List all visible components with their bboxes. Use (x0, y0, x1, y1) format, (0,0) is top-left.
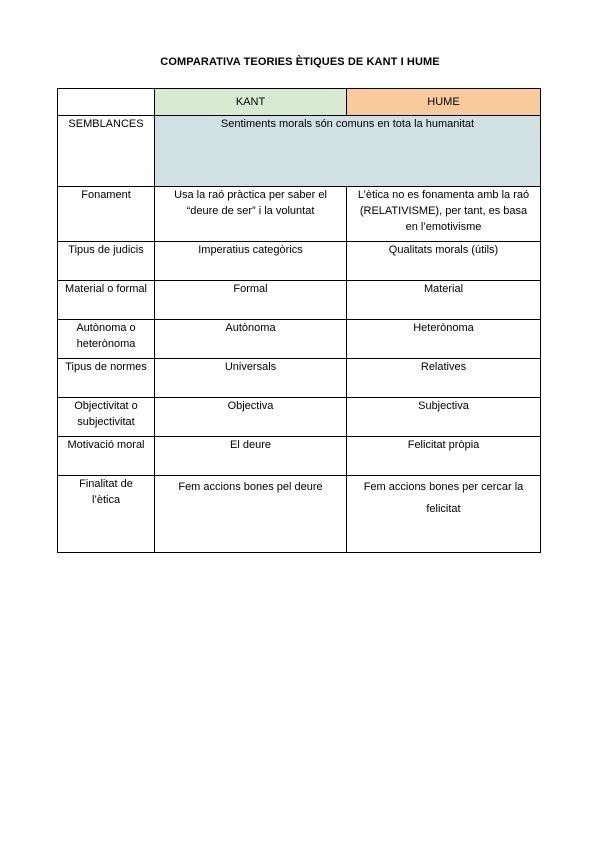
table-row (58, 359, 541, 398)
table-header-row (58, 89, 541, 116)
table-row (58, 476, 541, 553)
table-row (58, 398, 541, 437)
similarities-label: SEMBLANCES (58, 116, 155, 187)
kant-cell: Universals (155, 359, 347, 398)
hume-cell: Qualitats morals (útils) (347, 242, 541, 281)
hume-cell: Fem accions bones per cercar la felicitat (347, 476, 541, 553)
hume-cell: Material (347, 281, 541, 320)
row-label: Tipus de judicis (58, 242, 155, 281)
row-label: Autònoma o heterònoma (58, 320, 155, 359)
table-row (58, 242, 541, 281)
corner-cell (58, 89, 155, 116)
row-label: Fonament (58, 187, 155, 242)
row-label: Finalitat de l’ètica (58, 476, 155, 553)
comparison-table (57, 88, 541, 553)
table-row (58, 187, 541, 242)
similarities-text: Sentiments morals són comuns en tota la humanitat (155, 116, 541, 187)
kant-cell: Autònoma (155, 320, 347, 359)
similarities-row (58, 116, 541, 187)
kant-cell: Usa la raó pràctica per saber el “deure de ser” i la voluntat (155, 187, 347, 242)
row-label: Objectivitat o subjectivitat (58, 398, 155, 437)
table-row (58, 437, 541, 476)
table-row (58, 320, 541, 359)
kant-cell: Imperatius categòrics (155, 242, 347, 281)
hume-cell: Relatives (347, 359, 541, 398)
hume-cell: Heterònoma (347, 320, 541, 359)
hume-cell: Felicitat pròpia (347, 437, 541, 476)
kant-cell: Formal (155, 281, 347, 320)
hume-cell: Subjectiva (347, 398, 541, 437)
kant-column-header: KANT (155, 89, 347, 116)
row-label: Material o formal (58, 281, 155, 320)
row-label: Motivació moral (58, 437, 155, 476)
hume-cell: L’ètica no es fonamenta amb la raó (RELATIVISME), per tant, es basa en l’emotivisme (347, 187, 541, 242)
hume-column-header: HUME (347, 89, 541, 116)
row-label: Tipus de normes (58, 359, 155, 398)
kant-cell: El deure (155, 437, 347, 476)
page-title: COMPARATIVA TEORIES ÈTIQUES DE KANT I HUME (160, 56, 440, 68)
kant-cell: Objectiva (155, 398, 347, 437)
kant-cell: Fem accions bones pel deure (155, 476, 347, 553)
table-row (58, 281, 541, 320)
